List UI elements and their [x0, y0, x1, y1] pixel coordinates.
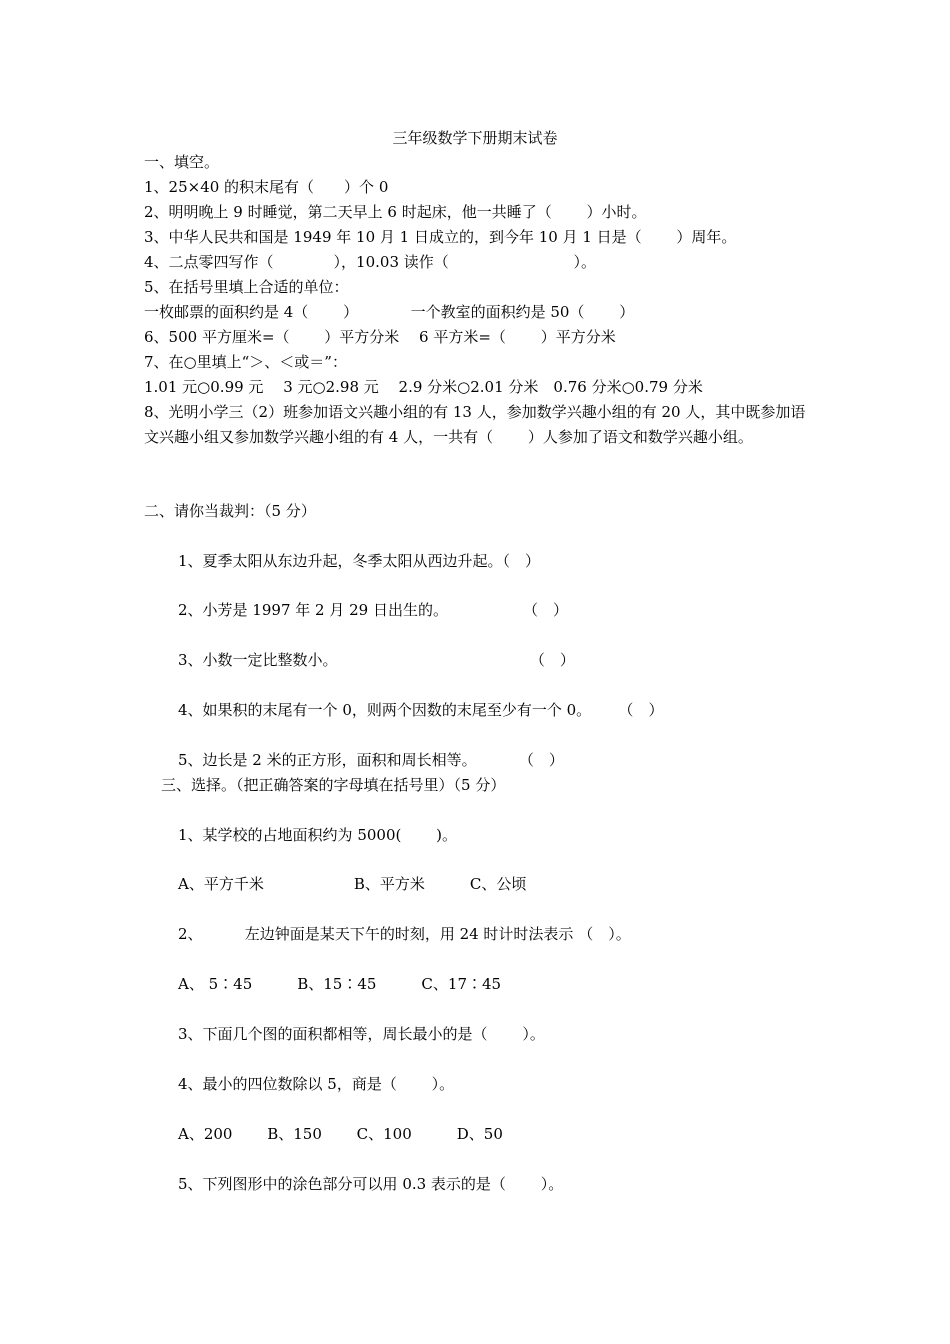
judge-item: 4、如果积的末尾有一个 0，则两个因数的末尾至少有一个 0。 （ ） — [178, 701, 664, 719]
choice-options: A、200 B、150 C、100 D、50 — [178, 1125, 503, 1143]
choice-item: 1、某学校的占地面积约为 5000( )。 — [178, 826, 457, 844]
judge-item: 2、小芳是 1997 年 2 月 29 日出生的。 （ ） — [178, 601, 568, 619]
fill-line: 1、25×40 的积末尾有（ ）个 0 — [144, 178, 389, 196]
fill-line: 5、在括号里填上合适的单位： — [144, 278, 349, 296]
judge-item: 5、边长是 2 米的正方形，面积和周长相等。 （ ） — [178, 751, 564, 769]
choice-item: 5、下列图形中的涂色部分可以用 0.3 表示的是（ ）。 — [178, 1175, 564, 1193]
fill-line: 7、在○里填上“＞、＜或＝”： — [144, 353, 347, 371]
fill-line: 4、二点零四写作（ ），10.03 读作（ ）。 — [144, 253, 597, 271]
fill-line: 2、明明晚上 9 时睡觉，第二天早上 6 时起床，他一共睡了（ ）小时。 — [144, 203, 647, 221]
choice-options: A、平方千米 B、平方米 C、公顷 — [178, 875, 527, 893]
choice-item: 3、下面几个图的面积都相等，周长最小的是（ ）。 — [178, 1025, 545, 1043]
fill-line: 3、中华人民共和国是 1949 年 10 月 1 日成立的，到今年 10 月 1 日是（ ）周年。 — [144, 228, 737, 246]
fill-line: 6、500 平方厘米=（ ）平方分米 6 平方米=（ ）平方分米 — [144, 328, 616, 346]
choice-item: 2、 左边钟面是某天下午的时刻，用 24 时计时法表示 （ ）。 — [178, 925, 631, 943]
fill-line: 1.01 元○0.99 元 3 元○2.98 元 2.9 分米○2.01 分米 0.76 分米○0.79 分米 — [144, 378, 703, 396]
section3-heading: 三、选择。（把正确答案的字母填在括号里）（5 分） — [161, 776, 506, 794]
judge-item: 3、小数一定比整数小。 （ ） — [178, 651, 575, 669]
page-title: 三年级数学下册期末试卷 — [392, 129, 558, 147]
choice-item: 4、最小的四位数除以 5，商是（ ）。 — [178, 1075, 455, 1093]
judge-item: 1、夏季太阳从东边升起，冬季太阳从西边升起。（ ） — [178, 552, 541, 570]
section1-heading: 一、填空。 — [144, 153, 220, 171]
fill-line: 一枚邮票的面积约是 4（ ） 一个教室的面积约是 50（ ） — [144, 303, 635, 321]
choice-options: A、 5∶45 B、15∶45 C、17∶45 — [178, 975, 502, 993]
fill-question-8: 8、光明小学三（2）班参加语文兴趣小组的有 13 人，参加数学兴趣小组的有 20 人，其中既参加语文兴趣小组又参加数学兴趣小组的有 4 人，一共有（ ）人参加了语文和数学兴趣小组。 — [144, 403, 806, 446]
section2-heading: 二、请你当裁判：（5 分） — [144, 502, 316, 520]
